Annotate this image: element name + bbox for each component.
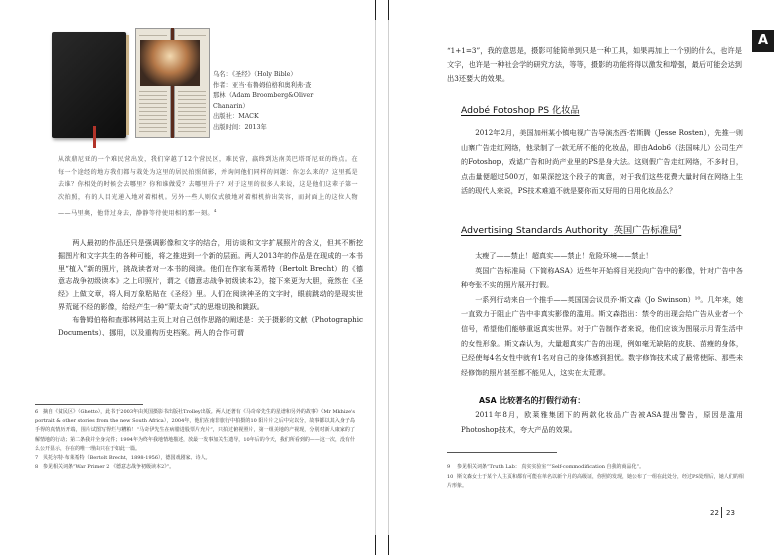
mushroom-cloud-photo [140, 40, 200, 86]
footnote-text: 摘自《贫民区》（Ghetto），此书于2003年由英国摄影书出版社Trolley出版。两人还著有《马奇帝先生的星谱和另外的故事》（Mr Mkhize's portrait & other stories from the new South Africa），2004年，他们在南非旅行中拍摄的10 阳片片之后中完以分，故事都以其入身子岛手得的真情历开端，围片试图写得烂与糟粕！“马奇伊先生在病腊进股票片充片”，只拍过俯视照片，第一组美地的产视现，分别对新人康家的了解情地的行动；第二条我并全身完件；1994年为终年我地情地描述，放最一发事加关生遗导，10年后的今天，我们所看到的——这一次，没有什么公开显示，存在的唯一理由只在于如此一篇。 [35, 409, 355, 452]
page-number-right: 23 [726, 509, 735, 517]
crop-mark [375, 535, 376, 555]
page-gutter-left [375, 0, 376, 555]
page-gutter-right [388, 0, 389, 555]
caption-author-cont: 那林（Adam Broomberg&Oliver [213, 92, 314, 99]
paragraph: 布鲁姆伯格和查那林网站主页上对自己创作思路的阐述是：关于摄影的文献（Photographic Documents）、挪用，以及重构历史档案。两人的合作可谓 [58, 314, 363, 337]
footnote-number: 6 [35, 409, 39, 415]
quote-text: 从欲鼎尼亚的一个难民营出发，我们穿越了12个营民区，难民营，羸终到达南美巴塔哥尼亚的终点。在每一个途经的地方我们都与栽处为这里的居民拍照留影，并询问他们同样的问题：你怎么来的？这里孤是去谁？你相处的时候会去哪里？你和谁做爱？去哪里升子？对于这里的很多人来说，这是他们这辈子第一次拍照，有的人目光递入地对着相机。另外一些人则仪式般地对着相机拚出笑容，而封面上的这位人物——马里奥，他背过身去，静静等待使用相的那一刻。 [58, 156, 358, 217]
open-bible-image [135, 28, 211, 138]
paragraph: 太瘦了——禁止！超真实——禁止！危险环境——禁止！ [475, 251, 653, 260]
caption-publisher: 出版社：MACK [213, 113, 259, 120]
footnote [447, 463, 747, 473]
asa-heading-en: Advertising Standards Authority [461, 225, 608, 236]
closed-bible-image [52, 32, 126, 138]
asa-heading [461, 222, 681, 236]
footnote [35, 463, 355, 472]
asa-heading-cn: 英国广告标准局 [613, 225, 679, 236]
footnote-text: 参见相关词条“Truth Lab： 真实实验室”“Self-commodification 自我的商品化”。 [457, 464, 645, 470]
caption-author-cont: Chanarin） [213, 102, 249, 110]
paragraph: 英国广告标准局（下简称ASA）近些年开始将目光投向广告中的影像，针对广告中各种夸张不实的照片展开打假。 [461, 265, 743, 290]
asa-body [461, 249, 743, 380]
footnote-text: 贝托尔特·布莱希特（Bertolt Brecht，1898-1956），德国戏剧家、诗人。 [43, 455, 211, 462]
left-body-text [58, 237, 363, 339]
paragraph: 2011年8月，欧莱雅集团下的两款化妆品广告被ASA提出警告，原因是滥用Photoshop技术，夸大产品的效果。 [461, 410, 743, 434]
footnote-number: 9 [447, 464, 451, 470]
footnote [35, 454, 355, 463]
footnote [447, 473, 747, 492]
bookmark-ribbon [93, 126, 96, 148]
right-intro-paragraph: “1+1=3”，我的意思是，摄影可能简单到只是一种工具，如果再加上一个别的什么，也许是文字，也许是一种社会学的研究方法，等等，摄影的功能将得以激发和增强，最后可能会达到出3还要大的效果。 [447, 46, 742, 84]
footnote-text: 斯文森女士于某个人主页和都有可能在单名以新个月的高级证，你照的发现，她公布了一组在此处分，经过PS处理后，她人们的相片形象。 [447, 473, 744, 489]
photoshop-body [461, 126, 743, 199]
footnote-ref: 9 [678, 224, 682, 231]
asa-actions-body [461, 408, 743, 437]
caption-date: 出版时间：2013年 [213, 123, 267, 131]
paragraph: 一系列行动来自一个推手——英国国会议员乔·斯文森（Jo Swinson）¹⁰。几年来，她一直致力于阻止广告中非真实影像的滥用。斯文森指出：禁令的出现会给广告从业者一个信号，希望他们能够重返真实世界。对于广告制作者来说，他们应该为图展示月青生活中的女性形象。斯文森认为，大量超真实广告的出现，例如毫无缺陷的皮肤、苗瘦的身体，已经使每4名女性中就有1名对自己的身体感到担忧。数字修饰技术成了最常使际、那些未经修饰的照片甚至都不能见人，这实在太荒谬。 [461, 294, 743, 377]
footnote-number: 8 [35, 464, 39, 471]
image-caption [213, 70, 373, 133]
page-number-divider [721, 507, 722, 518]
crop-mark [388, 0, 389, 20]
left-footnotes [35, 408, 355, 472]
crop-mark [388, 535, 389, 555]
footnote-number: 10 [447, 473, 454, 480]
caption-title: 乌名：《圣经》（Holy Bible） [213, 71, 297, 78]
footnote-text: 参见相关词条“War Primer 2 《德意志战争初级读本2》”。 [43, 464, 175, 471]
section-tab: A [752, 30, 774, 52]
crop-mark [375, 0, 376, 20]
footnote [35, 408, 355, 454]
footnote-rule [447, 452, 557, 453]
paragraph: 两人最初的作品还只是强调影像和文字的结合，用访谈和文字扩展照片的含义，但其不断挖掘图片和文字共生的各种可能，将之推进到一个新的层面。两人2013年的作品是在现成的一本书里“植入”新的照片，挑战读者对一本书的阅读。他们在作家布莱希特（Bertolt Brecht）的《德意志战争初级读本》之上印照片，谓之《德意志战争初级读本2》，接下来更为大胆，竟然在《圣经》上做文章，将人间万象粘贴在《圣经》里。人们在阅读神圣的文字时，眼前跳动的是现实世界荒诞不经的影像，给经产生一种“蒙太奇”式的思维切换和跳跃。 [58, 238, 363, 311]
right-footnotes [447, 463, 747, 492]
footnote-ref: 4 [213, 207, 217, 213]
caption-author: 作者：亚当·布鲁姆伯格和奥利弗·查 [213, 81, 312, 89]
photoshop-heading: Adobé Fotoshop PS 化妆品 [461, 105, 580, 116]
footnote-number: 7 [35, 455, 39, 462]
block-quote [58, 154, 358, 221]
page-number-left: 22 [710, 509, 719, 517]
asa-actions-heading: ASA 比较著名的打假行动有： [479, 396, 586, 405]
paragraph: 2012年2月，美国加州某小镇电视广告导演杰西·若斯腾（Jesse Rosten），先推一则山寨广告走红网络，他录制了一款无所不能的化妆品，即由Adob6（法国味儿）公司生产的Fotoshop，戏谑广告和时尚产业里的PS是身大法。这则假广告走红网络，不多时日，点击量便超过500万，如果深挖这个段子的寓意，对于我们这些花费大量时间在网络上生活的现代人来说，PS技术难道不就是要你而又好用的日用化妆品么？ [461, 128, 743, 196]
footnote-rule [35, 404, 143, 405]
